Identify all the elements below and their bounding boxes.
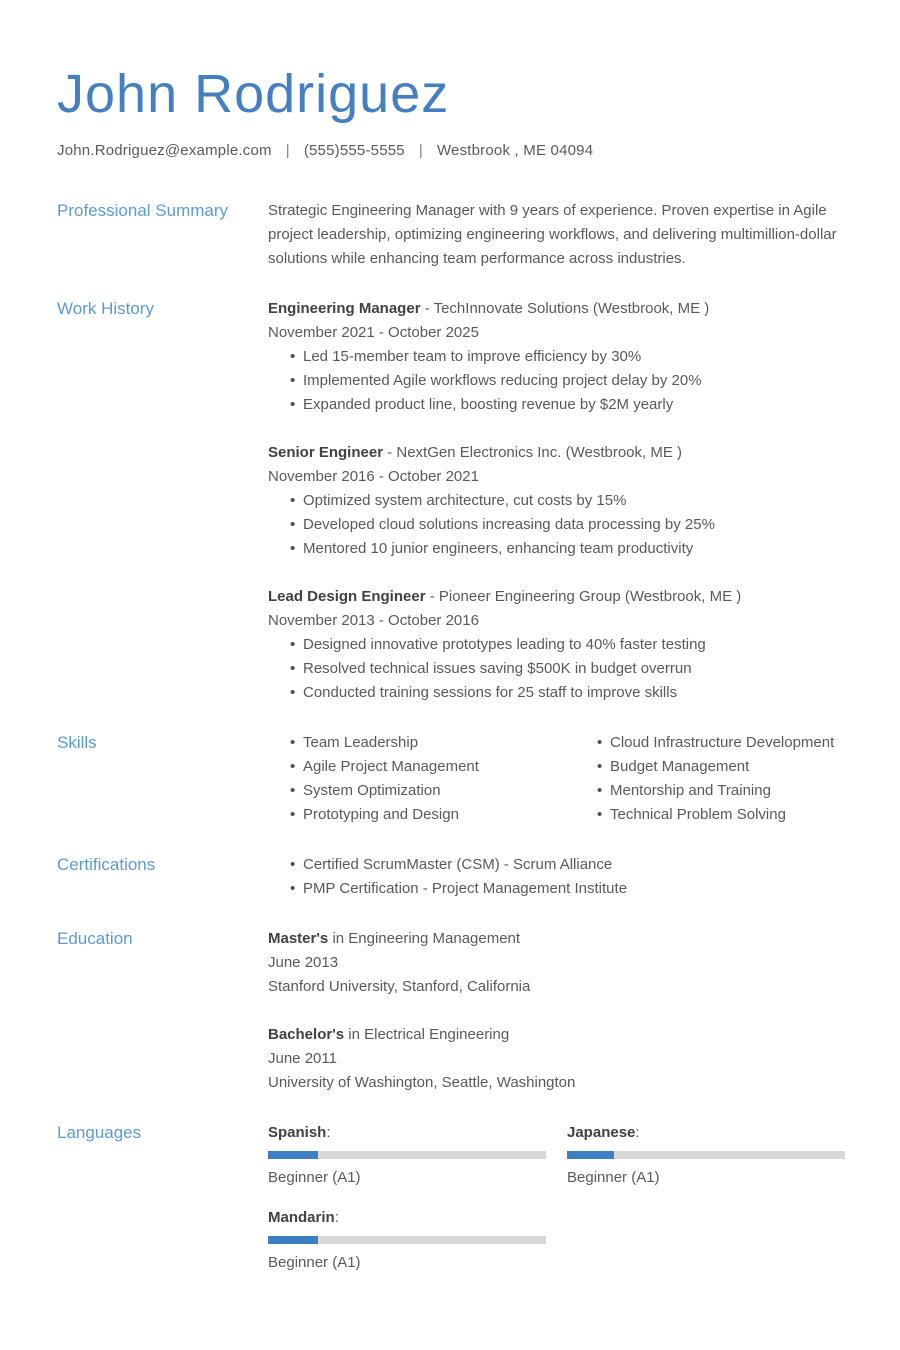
skill-item: • System Optimization xyxy=(290,779,558,803)
contact-line xyxy=(57,142,845,159)
skill-item: • Cloud Infrastructure Development xyxy=(597,731,845,755)
section-label-work-history: Work History xyxy=(57,299,154,318)
resume-body xyxy=(57,199,845,1275)
language-progress-track xyxy=(567,1151,845,1159)
section-work-history xyxy=(57,297,845,705)
skills-column-left xyxy=(268,731,558,827)
job-company: - NextGen Electronics Inc. (Westbrook, ME ) xyxy=(387,444,683,461)
contact-separator: | xyxy=(418,142,423,159)
skill-item: • Mentorship and Training xyxy=(597,779,845,803)
job-bullet: • Led 15-member team to improve efficiency by 30% xyxy=(290,345,845,369)
degree-date: June 2013 xyxy=(268,954,339,971)
degree-line xyxy=(268,927,845,951)
job-entry xyxy=(268,297,845,417)
contact-location: Westbrook , ME 04094 xyxy=(436,142,594,159)
section-label-skills: Skills xyxy=(57,733,97,752)
section-education xyxy=(57,927,845,1095)
degree-name: Bachelor's xyxy=(268,1026,345,1043)
skill-item: • Technical Problem Solving xyxy=(597,803,845,827)
job-bullet-list xyxy=(268,633,845,705)
degree-name: Master's xyxy=(268,930,329,947)
education-entry xyxy=(268,1023,845,1095)
job-bullet: • Developed cloud solutions increasing data processing by 25% xyxy=(290,513,845,537)
skill-item: • Budget Management xyxy=(597,755,845,779)
degree-field: in Electrical Engineering xyxy=(348,1026,510,1043)
summary-content xyxy=(268,199,845,271)
summary-text: Strategic Engineering Manager with 9 years of experience. Proven expertise in Agile project leadership, optimizing engineering workflows, and delivering multimillion-dollar solutions while enhancing team performance across industries. xyxy=(268,202,837,267)
language-progress-fill xyxy=(567,1151,614,1159)
education-entry xyxy=(268,927,845,999)
job-title: Senior Engineer xyxy=(268,444,384,461)
language-name-line xyxy=(268,1206,546,1230)
language-colon: : xyxy=(334,1209,339,1226)
job-title-line xyxy=(268,585,845,609)
language-level: Beginner (A1) xyxy=(268,1254,361,1271)
languages-content xyxy=(268,1121,845,1275)
section-skills xyxy=(57,731,845,827)
skill-item: • Agile Project Management xyxy=(290,755,558,779)
skills-column-right xyxy=(575,731,845,827)
job-bullet: • Designed innovative prototypes leading to 40% faster testing xyxy=(290,633,845,657)
skill-item: • Team Leadership xyxy=(290,731,558,755)
candidate-name: John Rodriguez xyxy=(57,64,450,124)
job-dates: November 2016 - October 2021 xyxy=(268,468,479,485)
job-bullet: • Resolved technical issues saving $500K in budget overrun xyxy=(290,657,845,681)
section-label-languages: Languages xyxy=(57,1123,142,1142)
language-level: Beginner (A1) xyxy=(268,1169,361,1186)
job-entry xyxy=(268,585,845,705)
degree-date: June 2011 xyxy=(268,1050,337,1067)
language-progress-fill xyxy=(268,1236,318,1244)
job-title-line xyxy=(268,441,845,465)
languages-grid xyxy=(268,1121,845,1275)
contact-email: John.Rodriguez@example.com xyxy=(57,142,272,159)
language-name: Japanese xyxy=(567,1124,636,1141)
language-progress-track xyxy=(268,1151,546,1159)
certification-item: • Certified ScrumMaster (CSM) - Scrum Alliance xyxy=(290,853,845,877)
language-progress-track xyxy=(268,1236,546,1244)
work-history-content xyxy=(268,297,845,705)
section-languages xyxy=(57,1121,845,1275)
language-name-line xyxy=(268,1121,546,1145)
job-title: Lead Design Engineer xyxy=(268,588,426,605)
job-bullet: • Implemented Agile workflows reducing project delay by 20% xyxy=(290,369,845,393)
job-dates: November 2013 - October 2016 xyxy=(268,612,479,629)
job-bullet: • Optimized system architecture, cut costs by 15% xyxy=(290,489,845,513)
certifications-content xyxy=(268,853,845,901)
degree-school: University of Washington, Seattle, Washington xyxy=(268,1074,576,1091)
section-label-certifications: Certifications xyxy=(57,855,156,874)
job-bullet: • Mentored 10 junior engineers, enhancing team productivity xyxy=(290,537,845,561)
contact-phone: (555)555-5555 xyxy=(303,142,405,159)
job-dates: November 2021 - October 2025 xyxy=(268,324,479,341)
job-title: Engineering Manager xyxy=(268,300,421,317)
job-bullet: • Conducted training sessions for 25 staff to improve skills xyxy=(290,681,845,705)
degree-field: in Engineering Management xyxy=(332,930,521,947)
education-content xyxy=(268,927,845,1095)
skills-content xyxy=(268,731,845,827)
job-bullet-list xyxy=(268,345,845,417)
language-colon: : xyxy=(326,1124,331,1141)
job-bullet-list xyxy=(268,489,845,561)
language-entry xyxy=(567,1121,845,1190)
degree-line xyxy=(268,1023,845,1047)
certification-item: • PMP Certification - Project Management Institute xyxy=(290,877,845,901)
language-name: Mandarin xyxy=(268,1209,335,1226)
section-label-education: Education xyxy=(57,929,133,948)
resume-header xyxy=(57,58,845,159)
job-bullet: • Expanded product line, boosting revenue by $2M yearly xyxy=(290,393,845,417)
skill-item: • Prototyping and Design xyxy=(290,803,558,827)
language-entry xyxy=(268,1121,546,1190)
section-professional-summary xyxy=(57,199,845,271)
section-certifications xyxy=(57,853,845,901)
job-title-line xyxy=(268,297,845,321)
certification-list xyxy=(268,853,845,901)
degree-school: Stanford University, Stanford, California xyxy=(268,978,531,995)
section-label-professional-summary: Professional Summary xyxy=(57,201,229,220)
language-entry xyxy=(268,1206,546,1275)
skills-grid xyxy=(268,731,845,827)
job-company: - TechInnovate Solutions (Westbrook, ME ) xyxy=(424,300,710,317)
language-level: Beginner (A1) xyxy=(567,1169,660,1186)
language-name: Spanish xyxy=(268,1124,327,1141)
language-colon: : xyxy=(635,1124,640,1141)
contact-separator: | xyxy=(285,142,290,159)
language-progress-fill xyxy=(268,1151,318,1159)
job-entry xyxy=(268,441,845,561)
language-name-line xyxy=(567,1121,845,1145)
job-company: - Pioneer Engineering Group (Westbrook, ME ) xyxy=(429,588,742,605)
